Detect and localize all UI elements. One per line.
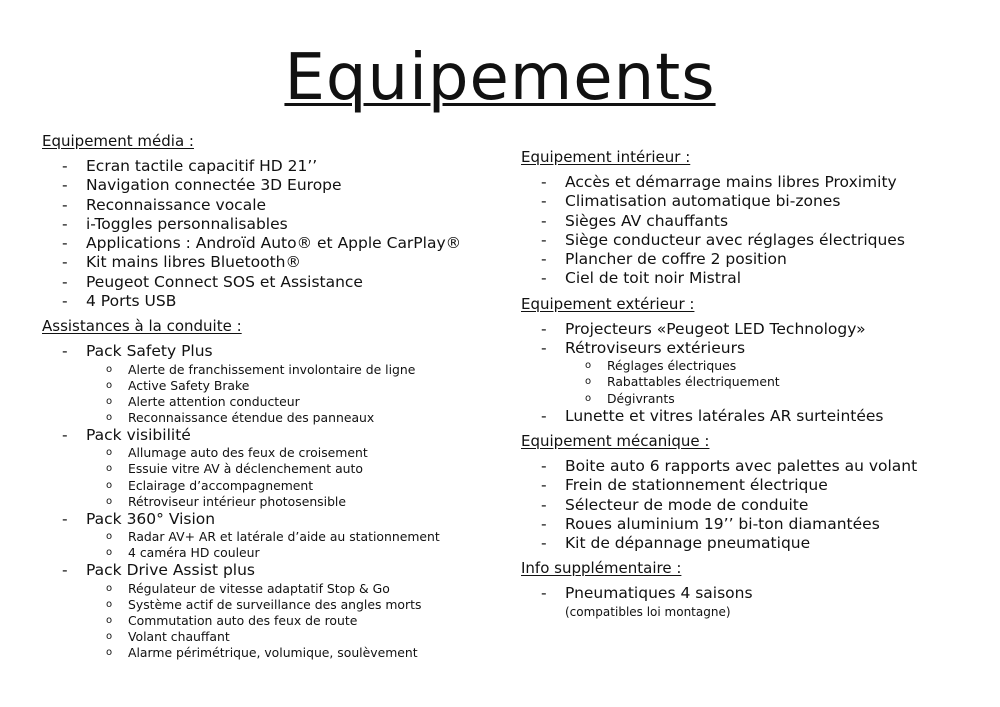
sub-item: o Essuie vitre AV à déclenchement auto [86,461,512,477]
list-item: - Frein de stationnement électrique [521,476,981,495]
list-item: - Boite auto 6 rapports avec palettes au volant [521,457,981,476]
list-item: - Projecteurs «Peugeot LED Technology» [521,320,981,339]
exterieur-list [521,320,981,426]
list-item [521,339,981,407]
interieur-list [521,173,981,289]
sub-item: o Radar AV+ AR et latérale d’aide au stationnement [86,529,512,545]
list-item: - Kit de dépannage pneumatique [521,534,981,553]
pack-sublist [86,529,512,561]
pack-label: Pack Safety Plus [86,342,213,361]
sub-item: o Eclairage d’accompagnement [86,478,512,494]
media-list [42,157,512,311]
list-item: - Roues aluminium 19’’ bi-ton diamantées [521,515,981,534]
pack-sublist [86,362,512,426]
info-list [521,584,981,603]
sub-item: o Rabattables électriquement [565,374,981,390]
pack-item [42,342,512,426]
sub-item: o Active Safety Brake [86,378,512,394]
pack-label: Pack 360° Vision [86,509,216,528]
list-item: - Siège conducteur avec réglages électriques [521,231,981,250]
sub-item: o 4 caméra HD couleur [86,545,512,561]
list-item: - Applications : Androïd Auto® et Apple CarPlay® [42,234,512,253]
pack-label: Pack Drive Assist plus [86,561,256,580]
sub-item: o Rétroviseur intérieur photosensible [86,494,512,510]
sub-item: o Allumage auto des feux de croisement [86,445,512,461]
sub-item: o Système actif de surveillance des angles morts [86,597,512,613]
list-item: - Reconnaissance vocale [42,196,512,215]
section-heading-interieur: Equipement intérieur : [521,148,691,166]
sub-item: o Alerte attention conducteur [86,394,512,410]
list-item: - Sélecteur de mode de conduite [521,496,981,515]
right-column [521,146,981,620]
sub-item: o Alarme périmétrique, volumique, soulèvement [86,645,512,661]
list-item: - Kit mains libres Bluetooth® [42,253,512,272]
info-note: (compatibles loi montagne) [565,604,731,619]
list-item: - 4 Ports USB [42,292,512,311]
list-item: - Climatisation automatique bi-zones [521,192,981,211]
page-title: Equipements [284,41,716,115]
pack-item [42,510,512,561]
pack-item [42,426,512,510]
retro-sublist [565,358,981,406]
sub-item: o Régulateur de vitesse adaptatif Stop & Go [86,581,512,597]
section-heading-exterieur: Equipement extérieur : [521,294,695,313]
list-item: - Peugeot Connect SOS et Assistance [42,273,512,292]
section-heading-media: Equipement média : [42,132,194,150]
sub-item: o Réglages électriques [565,358,981,374]
pack-sublist [86,581,512,661]
left-column [42,130,512,667]
assistances-list [42,342,512,661]
list-item: - Plancher de coffre 2 position [521,250,981,269]
list-item: - Navigation connectée 3D Europe [42,176,512,195]
sub-item: o Alerte de franchissement involontaire de ligne [86,362,512,378]
list-item: - Ciel de toit noir Mistral [521,269,981,288]
retro-label: Rétroviseurs extérieurs [565,339,746,358]
list-item: - Sièges AV chauffants [521,212,981,231]
sub-item: o Dégivrants [565,391,981,407]
section-heading-assistances: Assistances à la conduite : [42,317,242,336]
list-item: - Lunette et vitres latérales AR surteintées [521,407,981,426]
section-heading-mecanique: Equipement mécanique : [521,431,710,450]
mecanique-list [521,457,981,553]
sub-item: o Reconnaissance étendue des panneaux [86,410,512,426]
sub-item: o Volant chauffant [86,629,512,645]
section-heading-info: Info supplémentaire : [521,559,682,578]
pack-sublist [86,445,512,509]
sub-item: o Commutation auto des feux de route [86,613,512,629]
list-item: - Accès et démarrage mains libres Proximity [521,173,981,192]
list-item: - Ecran tactile capacitif HD 21’’ [42,157,512,176]
pack-item [42,561,512,661]
pack-label: Pack visibilité [86,426,191,445]
list-item: - i-Toggles personnalisables [42,215,512,234]
list-item: - Pneumatiques 4 saisons [521,584,981,603]
